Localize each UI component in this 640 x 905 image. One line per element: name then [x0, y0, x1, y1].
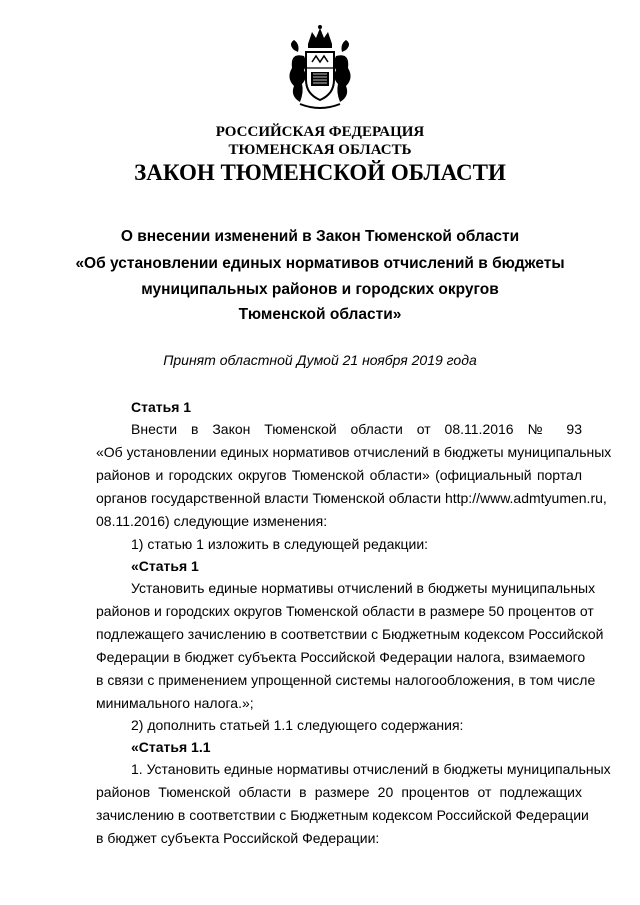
- body-line: в связи с применением упрощенной системы налогообложения, в том числе: [96, 672, 596, 688]
- law-title-line-4: Тюменской области»: [238, 306, 402, 323]
- body-line: «Об установлении единых нормативов отчислений в бюджеты муниципальных: [96, 444, 612, 460]
- article-1-heading: Статья 1: [131, 399, 192, 415]
- body-line: Федерации в бюджет субъекта Российской Федерации налога, взимаемого: [96, 649, 586, 665]
- body-line: Внести в Закон Тюменской области от 08.11.2016 № 93: [131, 421, 582, 437]
- body-line: в бюджет субъекта Российской Федерации:: [96, 830, 380, 846]
- body-line: зачислению в соответствии с Бюджетным кодексом Российской Федерации: [96, 807, 589, 823]
- body-line: районов и городских округов Тюменской области в размере 50 процентов от: [96, 603, 594, 619]
- body-line: 1. Установить единые нормативы отчислений в бюджеты муниципальных: [131, 761, 611, 777]
- header-region: ТЮМЕНСКАЯ ОБЛАСТЬ: [228, 142, 412, 158]
- body-line: органов государственной власти Тюменской области http://www.admtyumen.ru,: [96, 490, 607, 506]
- quoted-article-1-1-heading: «Статья 1.1: [131, 739, 211, 755]
- law-heading: ЗАКОН ТЮМЕНСКОЙ ОБЛАСТИ: [134, 160, 506, 185]
- body-line: 2) дополнить статьей 1.1 следующего содержания:: [131, 717, 464, 733]
- law-title-line-2: «Об установлении единых нормативов отчислений в бюджеты: [75, 255, 565, 272]
- law-title-line-3: муниципальных районов и городских округов: [141, 281, 499, 298]
- body-line: подлежащего зачислению в соответствии с Бюджетным кодексом Российской: [96, 626, 604, 642]
- law-title-line-1: О внесении изменений в Закон Тюменской области: [120, 228, 520, 245]
- body-line: минимального налога.»;: [96, 695, 254, 711]
- body-line: 1) статью 1 изложить в следующей редакции:: [131, 536, 429, 552]
- body-line: районов Тюменской области в размере 20 процентов от подлежащих: [96, 784, 582, 800]
- adoption-note: Принят областной Думой 21 ноября 2019 года: [163, 352, 477, 368]
- body-line: Установить единые нормативы отчислений в бюджеты муниципальных: [131, 580, 596, 596]
- quoted-article-1-heading: «Статья 1: [131, 558, 199, 574]
- coat-of-arms-emblem: [282, 22, 358, 112]
- body-line: районов и городских округов Тюменской области» (официальный портал: [96, 467, 582, 483]
- header-country: РОССИЙСКАЯ ФЕДЕРАЦИЯ: [215, 124, 425, 140]
- body-line: 08.11.2016) следующие изменения:: [96, 513, 328, 529]
